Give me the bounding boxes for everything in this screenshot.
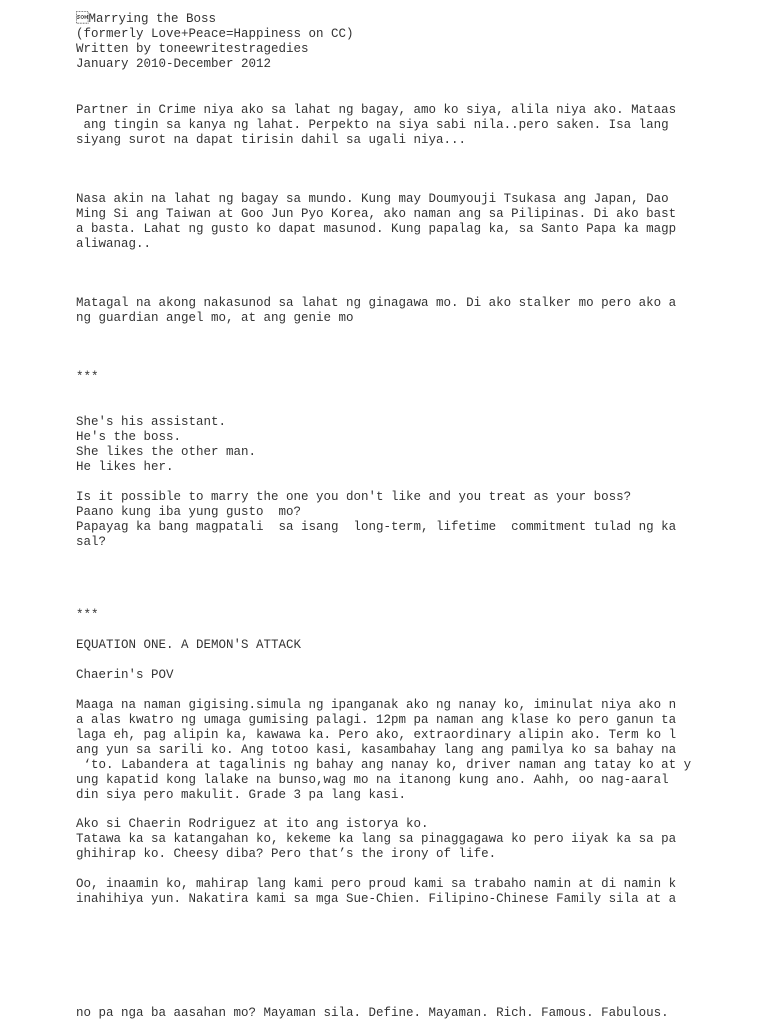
text-line: Tatawa ka sa katangahan ko, kekeme ka lang sa pinaggagawa ko pero iiyak ka sa pa — [76, 832, 677, 846]
text-line: Matagal na akong nakasunod sa lahat ng ginagawa mo. Di ako stalker mo pero ako a — [76, 296, 677, 310]
text-line: laga eh, pag alipin ka, kawawa ka. Pero ako, extraordinary alipin ako. Term ko l — [76, 728, 677, 742]
pov-heading: Chaerin's POV — [76, 668, 174, 682]
text-line: Nasa akin na lahat ng bagay sa mundo. Kung may Doumyouji Tsukasa ang Japan, Dao — [76, 192, 669, 206]
text-line: Oo, inaamin ko, mahirap lang kami pero proud kami sa trabaho namin at di namin k — [76, 877, 677, 891]
text-line: Is it possible to marry the one you don't like and you treat as your boss? — [76, 490, 632, 504]
text-line: She likes the other man. — [76, 445, 257, 459]
text-line: ang yun sa sarili ko. Ang totoo kasi, kasambahay lang ang pamilya ko sa bahay na — [76, 743, 677, 757]
title-line: Marrying the Boss — [76, 12, 217, 26]
text-line: ghihirap ko. Cheesy diba? Pero that’s the irony of life. — [76, 847, 497, 861]
chapter-heading: EQUATION ONE. A DEMON'S ATTACK — [76, 638, 302, 652]
text-line: ‘to. Labandera at tagalinis ng bahay ang nanay ko, driver naman ang tatay ko at y — [76, 758, 692, 772]
text-line: He likes her. — [76, 460, 174, 474]
text-line: siyang surot na dapat tirisin dahil sa ugali niya... — [76, 133, 467, 147]
text-line: ng guardian angel mo, at ang genie mo — [76, 311, 354, 325]
text-line: a alas kwatro ng umaga gumising palagi. 12pm pa naman ang klase ko pero ganun ta — [76, 713, 677, 727]
text-line: inahihiya yun. Nakatira kami sa mga Sue-Chien. Filipino-Chinese Family sila at a — [76, 892, 677, 906]
text-line: He's the boss. — [76, 430, 182, 444]
text-line: ang tingin sa kanya ng lahat. Perpekto na siya sabi nila..pero saken. Isa lang — [76, 118, 669, 132]
text-line: a basta. Lahat ng gusto ko dapat masunod. Kung papalag ka, sa Santo Papa ka magp — [76, 222, 677, 236]
section-separator: *** — [76, 370, 99, 384]
text-line: Paano kung iba yung gusto mo? — [76, 505, 302, 519]
text-line: aliwanag.. — [76, 237, 152, 251]
section-separator: *** — [76, 608, 99, 622]
text-line: ung kapatid kong lalake na bunso,wag mo na itanong kung ano. Aahh, oo nag-aaral — [76, 773, 669, 787]
subtitle-line: (formerly Love+Peace=Happiness on CC) — [76, 27, 354, 41]
text-line: no pa nga ba aasahan mo? Mayaman sila. Define. Mayaman. Rich. Famous. Fabulous. — [76, 1006, 669, 1020]
text-line: Ming Si ang Taiwan at Goo Jun Pyo Korea, ako naman ang sa Pilipinas. Di ako bast — [76, 207, 677, 221]
text-line: Ako si Chaerin Rodriguez at ito ang istorya ko. — [76, 817, 429, 831]
text-line: din siya pero makulit. Grade 3 pa lang kasi. — [76, 788, 407, 802]
date-line: January 2010-December 2012 — [76, 57, 272, 71]
text-line: Partner in Crime niya ako sa lahat ng bagay, amo ko siya, alila niya ako. Mataas — [76, 103, 677, 117]
author-line: Written by toneewritestragedies — [76, 42, 309, 56]
text-line: She's his assistant. — [76, 415, 227, 429]
text-line: Maaga na naman gigising.simula ng ipanganak ako ng nanay ko, iminulat niya ako n — [76, 698, 677, 712]
text-line: Papayag ka bang magpatali sa isang long-term, lifetime commitment tulad ng ka — [76, 520, 677, 534]
text-line: sal? — [76, 535, 107, 549]
